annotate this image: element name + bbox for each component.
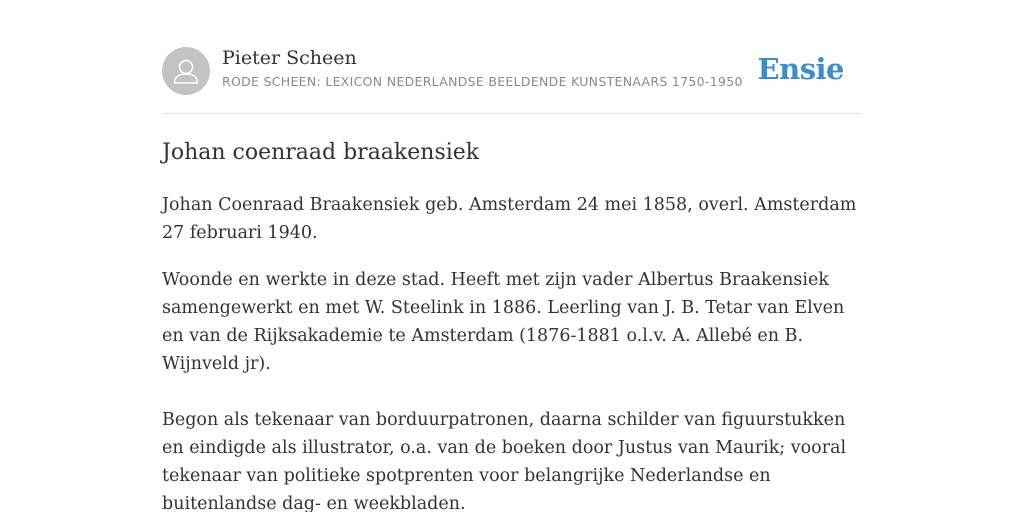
- article-header: [162, 46, 862, 96]
- user-silhouette-icon: [162, 47, 210, 95]
- ensie-logo[interactable]: Ensie: [757, 52, 844, 86]
- article-title: Johan coenraad braakensiek: [162, 140, 480, 165]
- author-name[interactable]: Pieter Scheen: [222, 47, 357, 69]
- author-avatar[interactable]: [162, 47, 210, 95]
- header-divider: [162, 113, 862, 114]
- article-paragraph: Woonde en werkte in deze stad. Heeft met zijn vader Albertus Braakensiek samengewerkt en met W. Steelink in 1886. Leerling van J. B. Tetar van Elven en van de Rijksakademie te Amsterdam (1876-1881 o.l.v. A. Allebé en B. Wijnveld jr).: [162, 270, 845, 374]
- article-content: [162, 138, 872, 512]
- article-paragraph: Johan Coenraad Braakensiek geb. Amsterdam 24 mei 1858, overl. Amsterdam 27 februari 1940.: [162, 195, 857, 243]
- source-title[interactable]: RODE SCHEEN: LEXICON NEDERLANDSE BEELDENDE KUNSTENAARS 1750-1950: [222, 74, 743, 89]
- article-paragraph: Begon als tekenaar van borduurpatronen, daarna schilder van figuurstukken en eindigde als illustrator, o.a. van de boeken door Justus van Maurik; vooral tekenaar van politieke spotprenten voor belangrijke Nederlandse en buitenlandse dag- en weekbladen.: [162, 410, 847, 512]
